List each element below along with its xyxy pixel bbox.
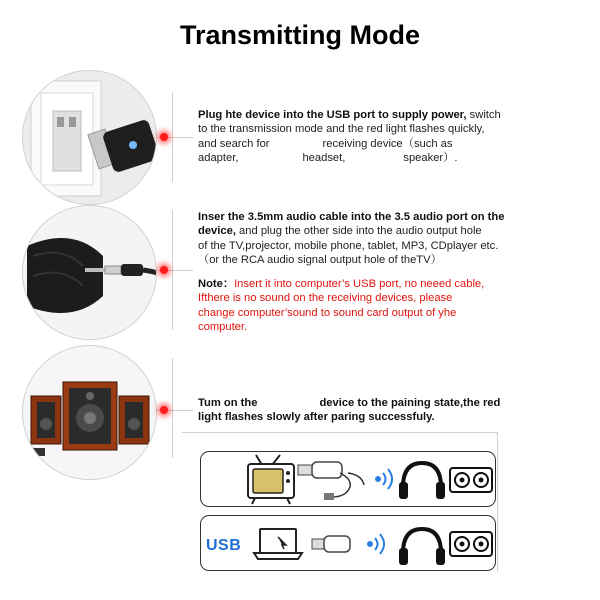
wireless-signal-icon — [368, 534, 384, 554]
usb-dongle-image — [22, 70, 157, 205]
speaker-icon — [450, 468, 492, 492]
red-indicator-dot — [160, 406, 168, 414]
headphones-icon — [399, 529, 445, 565]
red-indicator-dot — [160, 133, 168, 141]
step1-text: Plug hte device into the USB port to supply power, switch to the transmission mode and the red light flashes quickly, and search for receiving device（such as adapter, headset, speaker）. — [198, 109, 501, 164]
usb-connection-diagram — [200, 515, 496, 571]
step3-text: Tum on the device to the paining state,the red light flashes slowly after paring successfuly. — [198, 397, 501, 424]
speaker-system-image — [22, 345, 157, 480]
usb-label: USB — [206, 537, 242, 554]
speaker-system-icon — [23, 346, 157, 480]
usb-dongle-icon — [312, 536, 350, 552]
note-text: Note：Insert it into computer’s USB port, no neeed cable, Ifthere is no sound on the receiving devices, please change computer’sound to sound card output of yhe computer. — [198, 278, 485, 333]
usb-dongle-icon — [23, 71, 157, 205]
tv-connection-diagram — [200, 451, 496, 507]
laptop-icon — [254, 529, 302, 559]
speaker-icon — [450, 532, 492, 556]
headphones-icon — [399, 463, 445, 499]
red-indicator-dot — [160, 266, 168, 274]
usb-dongle-icon — [298, 462, 342, 478]
audio-cable-icon — [23, 206, 157, 340]
tv-icon — [248, 455, 294, 504]
step2-text: Inser the 3.5mm audio cable into the 3.5 audio port on the device, and plug the other side into the audio output hole of the TV,projector, mobile phone, tablet, MP3, CDplayer etc. （or the RCA audio signal output hole of theTV） — [198, 211, 505, 266]
audio-cable-image — [22, 205, 157, 340]
page-title: Transmitting Mode — [179, 20, 420, 50]
wireless-signal-icon — [376, 469, 392, 489]
